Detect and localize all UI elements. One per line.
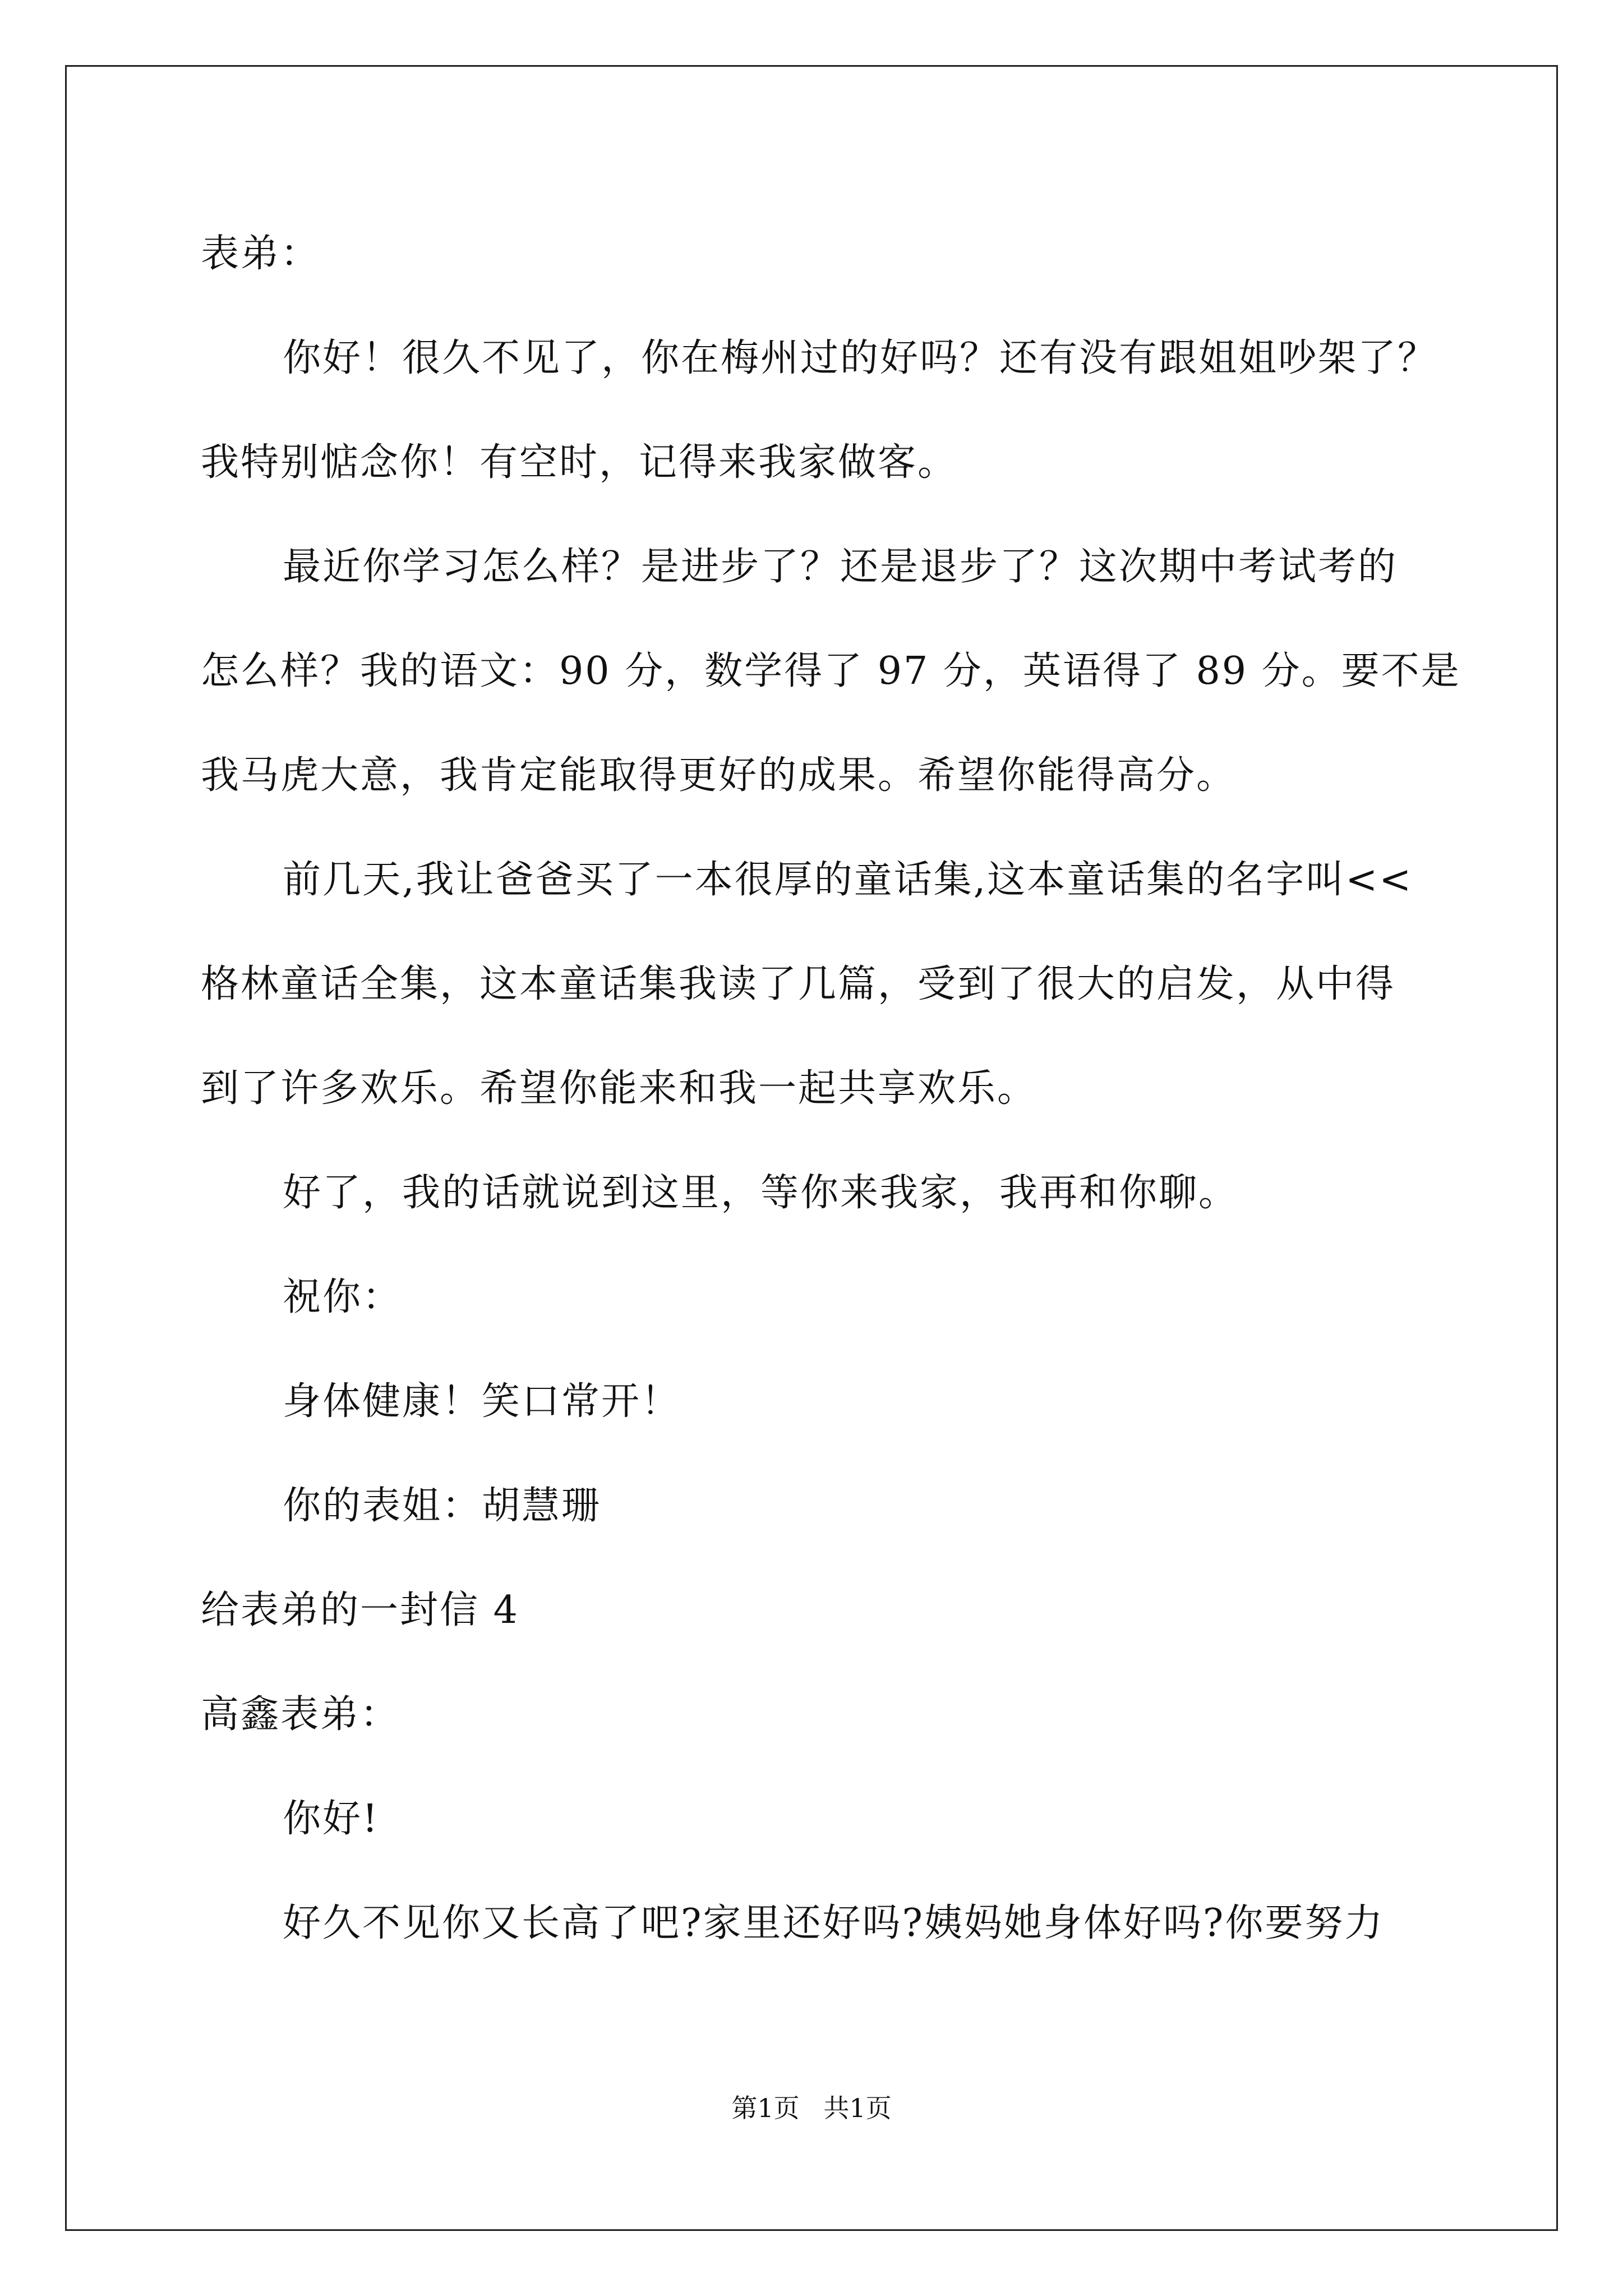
text-line: 格林童话全集，这本童话集我读了几篇，受到了很大的启发，从中得 (201, 962, 1396, 1006)
text-line: 到了许多欢乐。希望你能来和我一起共享欢乐。 (201, 1066, 1038, 1111)
text-line: 好了，我的话就说到这里，等你来我家，我再和你聊。 (283, 1171, 1239, 1215)
document-body (201, 202, 1461, 1976)
text-line: 给表弟的一封信 4 (201, 1588, 519, 1632)
text-line: 高鑫表弟： (201, 1692, 400, 1737)
text-line: 你好！很久不见了，你在梅州过的好吗？还有没有跟姐姐吵架了？ (283, 336, 1438, 380)
text-line: 我马虎大意，我肯定能取得更好的成果。希望你能得高分。 (201, 753, 1237, 798)
text-line: 怎么样？我的语文：90 分，数学得了 97 分，英语得了 89 分。要不是 (201, 649, 1461, 693)
text-line: 你的表姐：胡慧珊 (283, 1484, 602, 1528)
page-total: 共1页 (823, 2093, 892, 2123)
page-footer (0, 2091, 1623, 2125)
text-line: 身体健康！笑口常开！ (283, 1379, 681, 1424)
text-line: 你好! (283, 1797, 380, 1841)
text-line: 我特别惦念你！有空时，记得来我家做客。 (201, 440, 958, 485)
page-number: 第1页 (731, 2093, 800, 2123)
text-line: 祝你： (283, 1275, 403, 1319)
text-line: 表弟： (201, 232, 321, 276)
text-line: 前几天,我让爸爸买了一本很厚的童话集,这本童话集的名字叫<< (283, 858, 1413, 902)
text-line: 好久不见你又长高了吧?家里还好吗?姨妈她身体好吗?你要努力 (283, 1901, 1385, 1945)
text-line: 最近你学习怎么样？是进步了？还是退步了？这次期中考试考的 (283, 545, 1398, 589)
